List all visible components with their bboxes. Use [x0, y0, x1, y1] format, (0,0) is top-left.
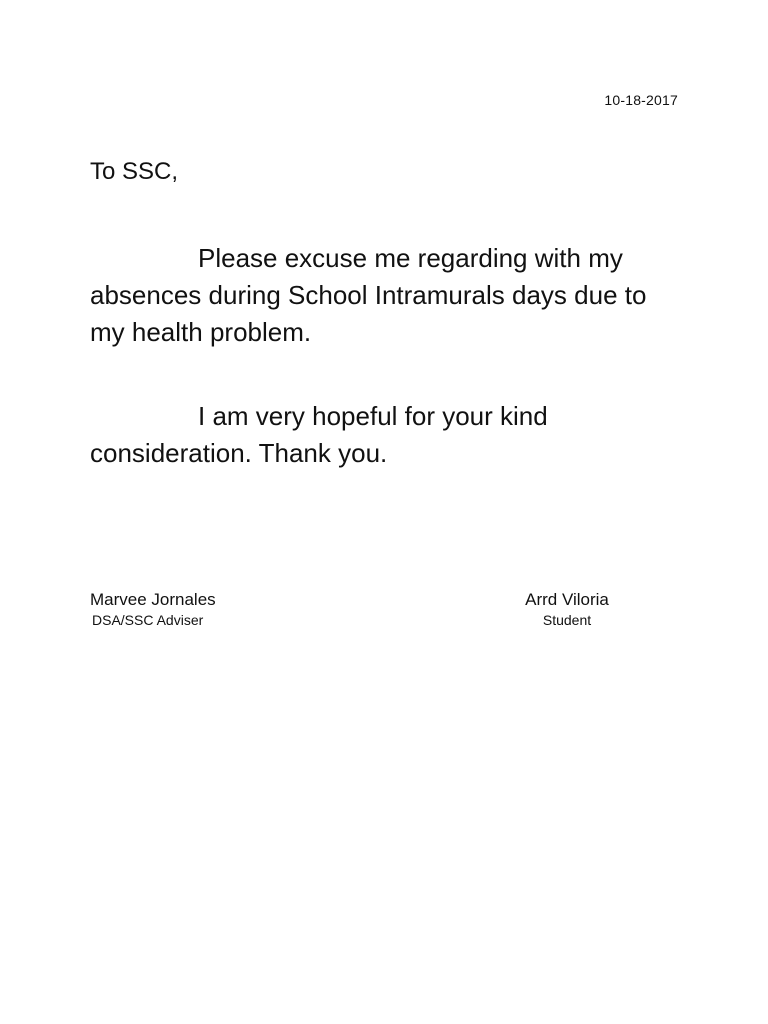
body-paragraph-1-text: Please excuse me regarding with my absences during School Intramurals days due to my health problem. [90, 243, 647, 347]
body-paragraph-2-text: I am very hopeful for your kind consideration. Thank you. [90, 401, 548, 468]
salutation: To SSC, [90, 158, 179, 185]
signer-name: Arrd Viloria [525, 590, 609, 609]
signature-block-adviser [90, 589, 220, 629]
signer-role: Student [542, 612, 592, 628]
signer-name: Marvee Jornales [90, 590, 216, 609]
letter-date: 10-18-2017 [604, 92, 678, 108]
signer-role: DSA/SSC Adviser [92, 612, 204, 628]
signature-block-student [512, 589, 622, 629]
body-paragraph-1 [90, 240, 670, 351]
body-paragraph-2 [90, 398, 670, 472]
